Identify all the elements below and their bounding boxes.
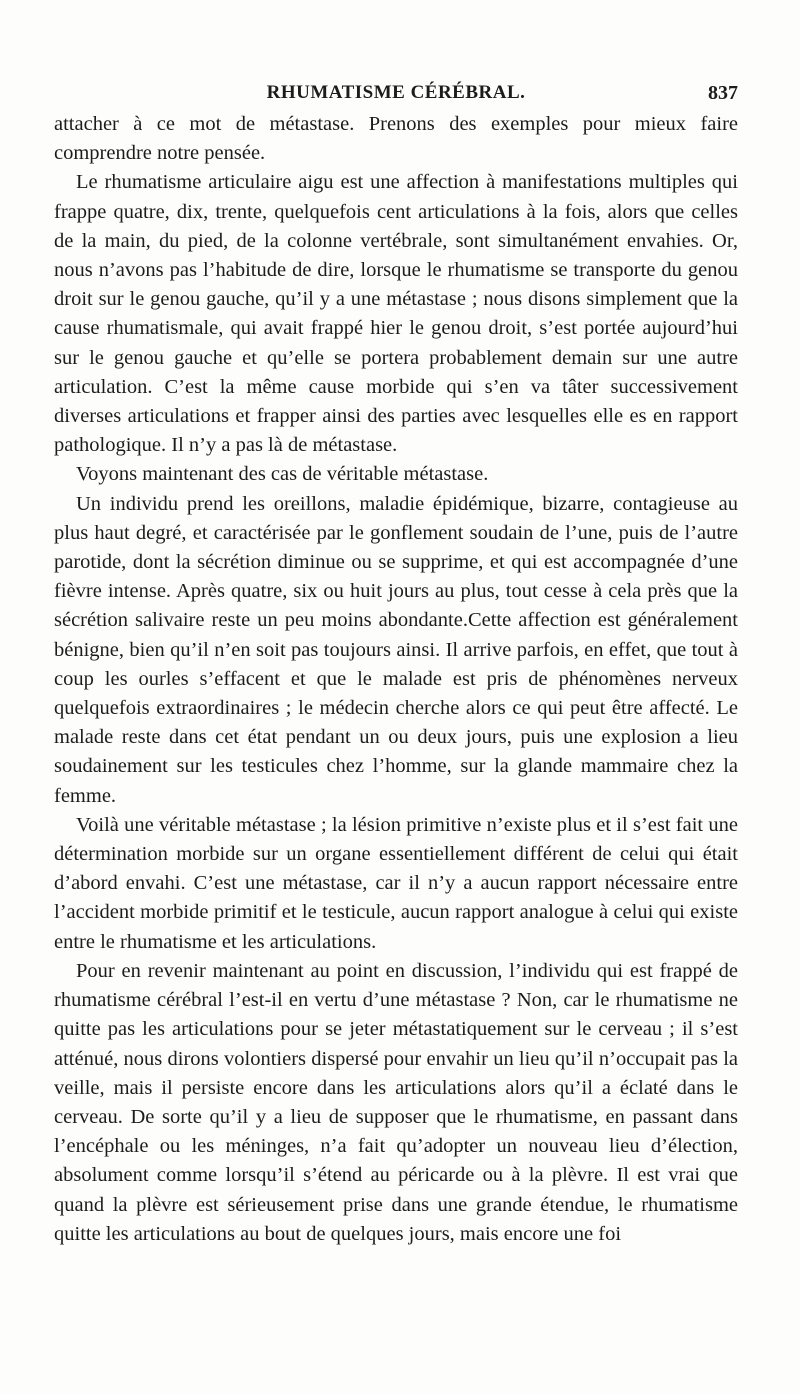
- paragraph-oreillons: Un individu prend les oreillons, maladie épidémique, bizarre, contagieuse au plus haut degré, et caractérisée par le gonflement soudain de l’une, puis de l’autre parotide, dont la sécrétion diminue ou se supprime, et qui est accompagnée d’une fièvre intense. Après quatre, six ou huit jours au plus, tout cesse à cela près que la sécrétion salivaire reste un peu moins abondante.Cette affection est généralement bénigne, bien qu’il n’en soit pas toujours ainsi. Il arrive parfois, en effet, que tout à coup les ourles s’effacent et que le malade est pris de phénomènes nerveux quelquefois extraordinaires ; le médecin cherche alors ce qui peut être affecté. Le malade reste dans cet état pendant un ou deux jours, puis une explosion a lieu soudainement sur les testicules chez l’homme, sur la glande mammaire chez la femme.: [54, 492, 738, 807]
- paragraph-voyons: Voyons maintenant des cas de véritable métastase.: [76, 463, 489, 486]
- body-text: [54, 110, 738, 1249]
- paragraph-veritable-metastase: Voilà une véritable métastase ; la lésion primitive n’existe plus et il s’est fait une détermination morbide sur un organe essentiellement différent de celui qui était d’abord envahi. C’est une métastase, car il n’y a aucun rapport nécessaire entre l’accident morbide primitif et le testicule, aucun rapport analogue à celui qui existe entre le rhumatisme et les articulations.: [54, 813, 738, 953]
- page-number: 837: [708, 82, 738, 104]
- running-head: [54, 82, 738, 108]
- running-title: RHUMATISME CÉRÉBRAL.: [266, 82, 526, 103]
- paragraph-rhumatisme-cerebral: Pour en revenir maintenant au point en discussion, l’individu qui est frappé de rhumatisme cérébral l’est-il en vertu d’une métastase ? Non, car le rhumatisme ne quitte pas les articulations pour se jeter métastatiquement sur le cerveau ; il s’est atténué, nous dirons volontiers dispersé pour envahir un lieu qu’il n’occupait pas la veille, mais il persiste encore dans les articulations alors qu’il a éclaté dans le cerveau. De sorte qu’il y a lieu de supposer que le rhumatisme, en passant dans l’encéphale ou les méninges, n’a fait qu’adopter un nouveau lieu d’élection, absolument comme lorsqu’il s’étend au péricarde ou à la plèvre. Il est vrai que quand la plèvre est sérieusement prise dans une grande étendue, le rhumatisme quitte les articulations au bout de quelques jours, mais encore une foi: [54, 959, 738, 1245]
- paragraph-continuation: attacher à ce mot de métastase. Prenons des exemples pour mieux faire comprendre notre pensée.: [54, 113, 738, 165]
- paragraph-rhumatisme-articulaire: Le rhumatisme articulaire aigu est une affection à manifestations multiples qui frappe quatre, dix, trente, quelquefois cent articulations à la fois, alors que celles de la main, du pied, de la colonne vertébrale, sont simultanément envahies. Or, nous n’avons pas l’habitude de dire, lorsque le rhumatisme se transporte du genou droit sur le genou gauche, qu’il y a une métastase ; nous disons simplement que la cause rhumatismale, qui avait frappé hier le genou droit, s’est portée aujourd’hui sur le genou gauche et qu’elle se portera probablement demain sur une autre articulation. C’est la même cause morbide qui s’en va tâter successivement diverses articulations et frapper ainsi des parties avec lesquelles elle es en rapport pathologique. Il n’y a pas là de métastase.: [54, 171, 738, 457]
